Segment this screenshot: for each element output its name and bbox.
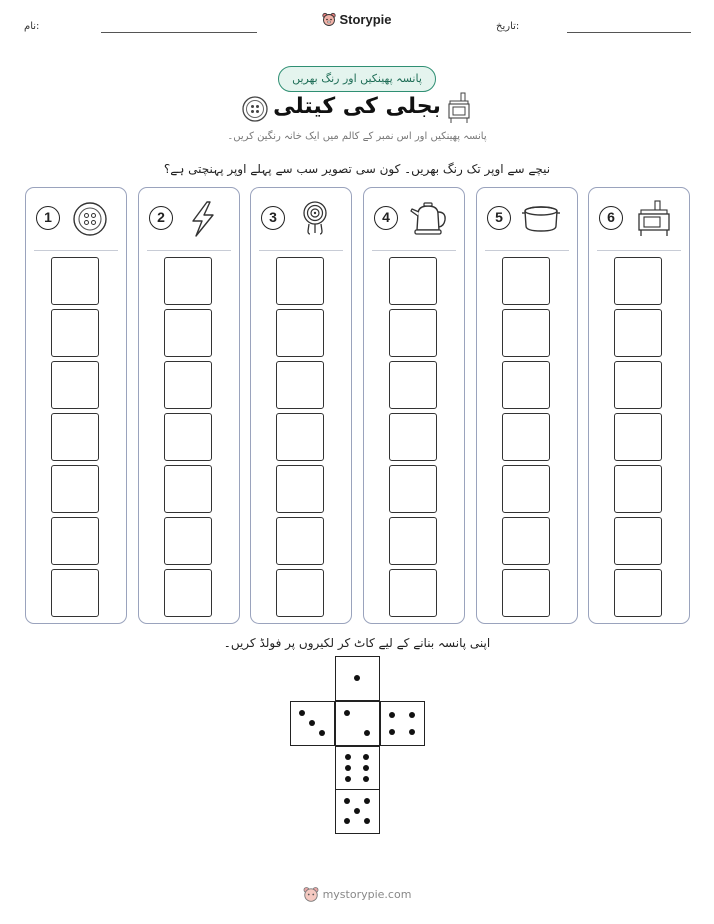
die-pip: [409, 712, 415, 718]
page-subtitle: پانسہ پھینکیں اور اس نمبر کے کالم میں ایک خانہ رنگین کریں۔: [227, 131, 487, 142]
color-box[interactable]: [164, 361, 212, 409]
color-box[interactable]: [389, 361, 437, 409]
color-box[interactable]: [614, 465, 662, 513]
color-box[interactable]: [614, 309, 662, 357]
color-box[interactable]: [614, 257, 662, 305]
column-header: [139, 188, 239, 250]
column-number: 1: [36, 206, 60, 230]
footer-website[interactable]: mystorypie.com: [322, 888, 412, 901]
die-pip: [345, 776, 351, 782]
column-number: 2: [149, 206, 173, 230]
color-box[interactable]: [389, 517, 437, 565]
color-box[interactable]: [51, 517, 99, 565]
die-face: [335, 789, 380, 834]
color-box[interactable]: [276, 309, 324, 357]
color-box[interactable]: [164, 257, 212, 305]
die-pip: [345, 765, 351, 771]
column-header: [589, 188, 689, 250]
name-line[interactable]: [101, 32, 257, 33]
column-divider: [34, 250, 118, 251]
color-box[interactable]: [502, 569, 550, 617]
die-pip: [344, 710, 350, 716]
die-pip: [354, 808, 360, 814]
color-box[interactable]: [51, 465, 99, 513]
date-line[interactable]: [567, 32, 691, 33]
die-pip: [364, 730, 370, 736]
color-box[interactable]: [164, 517, 212, 565]
title-row: [0, 92, 714, 126]
column-header: [251, 188, 351, 250]
heating-coil-icon: [295, 200, 335, 238]
die-pip: [409, 729, 415, 735]
column-6: [588, 187, 690, 624]
die-pip: [363, 776, 369, 782]
die-pip: [345, 754, 351, 760]
lightning-icon: [183, 200, 223, 238]
column-header: [26, 188, 126, 250]
die-pip: [309, 720, 315, 726]
color-box[interactable]: [276, 257, 324, 305]
die-face: [380, 701, 425, 746]
button-icon: [70, 200, 110, 238]
pot-icon: [521, 200, 561, 238]
instruction-pill: پانسہ پھینکیں اور رنگ بھریں: [278, 66, 436, 92]
column-divider: [147, 250, 231, 251]
brand-logo: [0, 12, 714, 31]
storypie-mascot-icon: [303, 886, 319, 903]
die-pip: [344, 818, 350, 824]
color-box[interactable]: [389, 257, 437, 305]
color-box[interactable]: [164, 465, 212, 513]
color-box[interactable]: [614, 361, 662, 409]
column-4: [363, 187, 465, 624]
storypie-mascot-icon: [322, 12, 336, 27]
color-box[interactable]: [51, 569, 99, 617]
color-box[interactable]: [502, 517, 550, 565]
color-box[interactable]: [389, 465, 437, 513]
column-divider: [259, 250, 343, 251]
die-pip: [363, 765, 369, 771]
brand-name: Storypie: [339, 12, 392, 27]
name-label: نام:: [24, 21, 40, 32]
color-box[interactable]: [51, 309, 99, 357]
die-pip: [354, 675, 360, 681]
die-face: [335, 746, 380, 791]
game-question: نیچے سے اوپر تک رنگ بھریں۔ کون سی تصویر سب سے پہلے اوپر پہنچتی ہے؟: [163, 162, 551, 176]
column-2: [138, 187, 240, 624]
color-box[interactable]: [389, 309, 437, 357]
color-box[interactable]: [389, 569, 437, 617]
color-box[interactable]: [614, 569, 662, 617]
die-pip: [319, 730, 325, 736]
color-box[interactable]: [276, 361, 324, 409]
column-1: [25, 187, 127, 624]
die-pip: [389, 729, 395, 735]
column-number: 5: [487, 206, 511, 230]
color-box[interactable]: [502, 361, 550, 409]
color-box[interactable]: [502, 309, 550, 357]
die-pip: [344, 798, 350, 804]
column-divider: [597, 250, 681, 251]
color-box[interactable]: [164, 309, 212, 357]
die-face: [335, 656, 380, 701]
stove-icon: [446, 92, 472, 124]
color-box[interactable]: [51, 257, 99, 305]
color-box[interactable]: [51, 361, 99, 409]
color-box[interactable]: [51, 413, 99, 461]
date-label: تاریخ:: [496, 21, 520, 32]
color-box[interactable]: [276, 465, 324, 513]
stove-icon: [633, 200, 673, 238]
column-number: 3: [261, 206, 285, 230]
color-box[interactable]: [502, 413, 550, 461]
die-face: [335, 701, 380, 746]
die-pip: [364, 818, 370, 824]
page-title: بجلی کی کیتلی: [273, 94, 441, 119]
die-pip: [364, 798, 370, 804]
die-face: [290, 701, 335, 746]
column-3: [250, 187, 352, 624]
color-box[interactable]: [164, 413, 212, 461]
footer: [0, 886, 714, 907]
column-header: [364, 188, 464, 250]
column-header: [477, 188, 577, 250]
column-divider: [372, 250, 456, 251]
color-box[interactable]: [614, 517, 662, 565]
fold-instruction: اپنی پانسہ بنانے کے لیے کاٹ کر لکیروں پر فولڈ کریں۔: [223, 636, 491, 650]
column-number: 6: [599, 206, 623, 230]
color-box[interactable]: [276, 517, 324, 565]
color-box[interactable]: [164, 569, 212, 617]
column-divider: [485, 250, 569, 251]
color-box[interactable]: [614, 413, 662, 461]
color-box[interactable]: [502, 465, 550, 513]
color-box[interactable]: [502, 257, 550, 305]
die-pip: [299, 710, 305, 716]
die-pip: [363, 754, 369, 760]
color-box[interactable]: [389, 413, 437, 461]
die-pip: [389, 712, 395, 718]
column-number: 4: [374, 206, 398, 230]
color-box[interactable]: [276, 413, 324, 461]
color-box[interactable]: [276, 569, 324, 617]
column-5: [476, 187, 578, 624]
kettle-icon: [408, 200, 448, 238]
